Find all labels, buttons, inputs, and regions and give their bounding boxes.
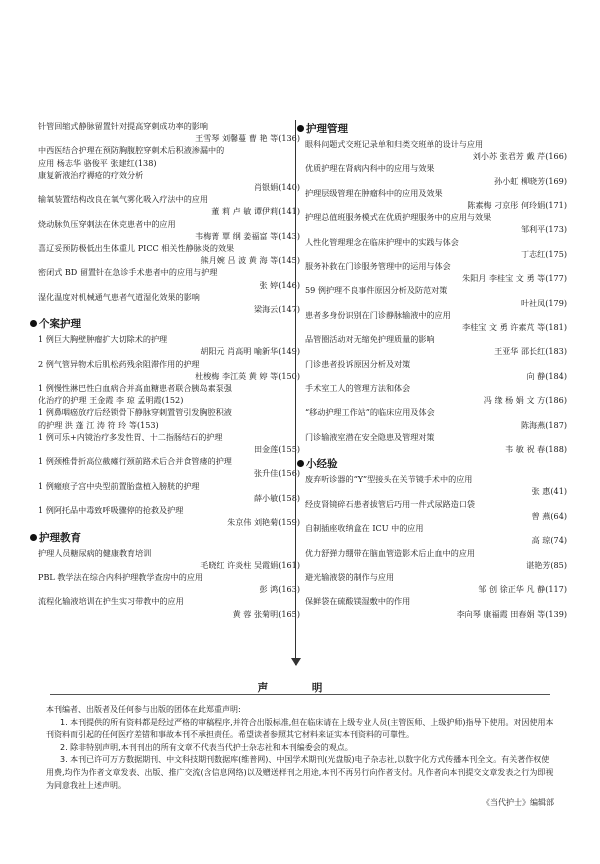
toc-entry-title: 优质护理在肾病内科中的应用与效果 — [305, 163, 435, 174]
toc-entry-authors: 张 惠(41) — [531, 486, 567, 497]
toc-entry — [305, 284, 567, 308]
toc-entry — [38, 218, 300, 242]
toc-entry-title: 喜辽妥预防极低出生体重儿 PICC 相关性静脉炎的效果 — [38, 243, 235, 254]
toc-entry-authors: 韦 敏 祝 春(188) — [505, 444, 567, 455]
toc-entry-authors: 薛小敏(158) — [253, 492, 300, 503]
toc-entry-title: 中西医结合护理在预防胸腹腔穿刺术后积液渗漏中的 — [38, 145, 225, 156]
toc-entry-title: 的护理 洪 蓬 江 涛 符 玲 等(153) — [38, 419, 159, 430]
toc-entry — [305, 358, 567, 382]
toc-entry — [305, 498, 567, 522]
toc-entry-authors: 胡阳元 肖高明 喻新华(149) — [200, 346, 300, 357]
toc-entry-title: 眼科问题式交班记录单和归类交班单的设计与应用 — [305, 139, 484, 149]
toc-entry-title: “移动护理工作站”的临床应用及体会 — [305, 407, 435, 418]
toc-entry — [305, 595, 567, 619]
toc-entry-authors: 高 琼(74) — [531, 535, 567, 546]
toc-entry — [305, 236, 567, 260]
notice-intro: 本刊编者、出版者及任何参与出版的团体在此郑重声明: — [46, 705, 241, 714]
toc-entry-authors: 王亚华 邵长红(183) — [494, 346, 567, 357]
section-heading-label: 个案护理 — [39, 318, 81, 331]
toc-entry-title: 1 例颈椎骨折高位截瘫行颈前路术后合并食管瘘的护理 — [38, 456, 232, 467]
toc-entry-title: 1 例可乐+内镜治疗多发性胃、十二指肠结石的护理 — [38, 431, 223, 442]
toc-entry — [38, 266, 300, 290]
toc-entry — [38, 394, 300, 406]
notice-divider — [50, 694, 550, 695]
toc-entry-authors: 黄 蓉 张菊明(165) — [232, 608, 300, 619]
toc-entry-authors: 李向琴 康福霞 田春娟 等(139) — [456, 608, 567, 619]
toc-entry — [305, 138, 567, 162]
toc-entry-title: 护理总值班服务模式在优质护理服务中的应用与效果 — [305, 212, 492, 223]
toc-entry-authors: 张升佳(156) — [253, 468, 300, 479]
section-heading — [297, 457, 567, 471]
toc-entry-authors: 谌艳芳(85) — [526, 559, 567, 570]
section-heading-label: 护理管理 — [306, 123, 348, 135]
toc-entry — [38, 358, 300, 382]
toc-section — [38, 531, 300, 620]
notice-item: 1. 本刊提供的所有资料都是经过严格的审稿程序,并符合出版标准,但在临床请在上级专业人员(主管医师、上级护师)指导下使用。对因使用本刊资料而引起的任何医疗差错和事故本刊不承担责任。希望读者参照其它材料来证实本刊资料的可靠性。 — [46, 717, 554, 740]
toc-entry-title: 废弃听诊器的“Y”型接头在关节镜手术中的应用 — [305, 474, 473, 485]
toc-entry — [38, 242, 300, 266]
toc-entry-authors: 熊月婉 吕 波 黄 海 等(145) — [200, 255, 300, 266]
toc-entry-title: 服务补救在门诊服务管理中的运用与体会 — [305, 261, 451, 272]
toc-entry-title: 人性化管理理念在临床护理中的实践与体会 — [305, 236, 459, 247]
toc-entry-title: 流程化输液培训在护生实习带教中的应用 — [38, 596, 184, 607]
toc-entry — [38, 144, 300, 156]
notice-body — [46, 704, 554, 810]
toc-entry-authors: 向 静(184) — [526, 370, 567, 381]
section-heading — [297, 122, 567, 136]
toc-entry-title: 烧动脉负压穿刺法在休克患者中的应用 — [38, 218, 176, 229]
toc-entry-authors: 叶社凤(179) — [520, 297, 567, 308]
toc-entry-authors: 曾 燕(64) — [531, 510, 567, 521]
toc-entry — [305, 473, 567, 497]
toc-entry-title: 经皮肾镜碎石患者拔管后巧用一件式尿路造口袋 — [305, 498, 475, 509]
notice-title: 声 明 — [257, 682, 343, 694]
toc-entry — [305, 522, 567, 546]
toc-section — [305, 122, 567, 455]
divider-arrow-icon — [291, 658, 301, 666]
toc-entry — [305, 547, 567, 571]
notice-item: 3. 本刊已许可万方数据期刊、中文科技期刊数据库(维普网)、中国学术期刊(光盘版)电子杂志社,以数字化方式传播本刊全文。有关著作权使用费,均作为作者文章发表、出版、推广交流(含信息网络)以及赠送样刊之用途,本刊不再另行向作者支付。凡作者向本刊提交文章发表之行为即视为同意我社上述声明。 — [46, 755, 554, 790]
toc-entry — [38, 595, 300, 619]
toc-entry-title: 1 例阿托品中毒致呼吸骤停的抢救及护理 — [38, 505, 184, 516]
toc-entry-title: PBL 教学法在综合内科护理教学查房中的应用 — [38, 571, 204, 582]
toc-entry-title: 化治疗的护理 王金霞 李 琼 孟明霞(152) — [38, 395, 184, 406]
toc-entry — [38, 169, 300, 193]
bullet-icon — [30, 320, 37, 327]
toc-entry — [38, 291, 300, 315]
toc-entry-authors: 毛晓红 许炎柱 吴霞娟(161) — [200, 559, 300, 570]
toc-entry — [38, 157, 300, 169]
toc-entry-title: 湿化温度对机械通气患者气道湿化效果的影响 — [38, 291, 200, 302]
left-column — [38, 120, 300, 620]
toc-entry-authors: 肖银娟(140) — [253, 182, 300, 193]
toc-entry — [305, 211, 567, 235]
toc-entry-authors: 冯 缘 杨 娟 文 方(186) — [483, 395, 567, 406]
toc-entry-authors: 董 莉 卢 敏 谭伊莉(141) — [211, 206, 300, 217]
toc-entry-title: 2 例气管异物术后肌松药残余阻滞作用的护理 — [38, 358, 200, 369]
toc-entry-title: 密闭式 BD 留置针在急诊手术患者中的应用与护理 — [38, 267, 218, 278]
toc-entry-authors: 陈海燕(187) — [520, 419, 567, 430]
section-heading-label: 护理教育 — [39, 531, 81, 544]
toc-entry-title: 59 例护理不良事件原因分析及防范对策 — [305, 285, 448, 296]
toc-entry-authors: 杜梭梅 李江英 黄 婷 等(150) — [195, 370, 300, 381]
toc-entry-title: 1 例瘢痕子宫中央型前置胎盘植入膀胱的护理 — [38, 480, 200, 491]
toc-entry — [38, 419, 300, 431]
toc-entry — [38, 333, 300, 357]
toc-entry — [305, 431, 567, 455]
toc-entry — [38, 431, 300, 455]
toc-entry-title: 优力舒弹力绷带在脑血管造影术后止血中的应用 — [305, 547, 475, 558]
toc-entry-title: 保鲜袋在硫酸镁湿敷中的作用 — [305, 596, 411, 607]
toc-entry-title: 患者多身份识别在门诊静脉输液中的应用 — [305, 309, 451, 320]
toc-entry-title: 自制插座收纳盒在 ICU 中的应用 — [305, 523, 424, 534]
toc-entry — [305, 406, 567, 430]
toc-entry-title: 品管圈活动对无缩免护理质量的影响 — [305, 334, 435, 345]
toc-entry — [38, 480, 300, 504]
right-column — [305, 120, 567, 620]
bullet-icon — [30, 534, 37, 541]
bullet-icon — [297, 460, 304, 467]
toc-entry-title: 输氧装置结构改良在氧气雾化吸入疗法中的应用 — [38, 194, 208, 205]
toc-entry-authors: 田金莲(155) — [253, 444, 300, 455]
notice-item: 2. 除非特别声明,本刊刊出的所有文章不代表当代护士杂志社和本刊编委会的观点。 — [60, 742, 353, 752]
toc-entry — [305, 571, 567, 595]
toc-entry-title: 应用 杨志华 骆俊平 张建红(138) — [38, 157, 157, 168]
toc-entry-title: 护理层级管理在肿瘤科中的应用及效果 — [305, 187, 443, 198]
toc-entry — [38, 504, 300, 528]
toc-entry — [305, 382, 567, 406]
toc-entry-authors: 王雪琴 刘馨蔓 曹 艳 等(136) — [195, 133, 300, 144]
column-divider — [295, 120, 296, 665]
toc-entry-authors: 朱阳月 李桂宝 文 勇 等(177) — [462, 273, 567, 284]
toc-section — [305, 457, 567, 619]
toc-entry-title: 护理人员糖尿病的健康教育培训 — [38, 547, 152, 558]
toc-entry — [38, 455, 300, 479]
toc-entry — [305, 333, 567, 357]
toc-entry-authors: 梁海云(147) — [253, 304, 300, 315]
section-heading — [30, 531, 300, 545]
toc-entry — [38, 382, 300, 394]
toc-entry-authors: 丁志红(175) — [520, 248, 567, 259]
toc-entry — [305, 309, 567, 333]
toc-entry — [38, 547, 300, 571]
toc-entry-authors: 彭 鸿(163) — [259, 584, 300, 595]
toc-entry-title: 门诊输液室潜在安全隐患及管理对策 — [305, 431, 435, 442]
toc-entry-title: 1 例慢性淋巴性白血病合并高血糖患者联合胰岛素泵强 — [38, 383, 232, 394]
toc-entry — [38, 193, 300, 217]
toc-entry-title: 1 例鼻咽癌放疗后经锁骨下静脉穿刺置管引发胸腔积液 — [38, 407, 232, 418]
toc-section — [38, 317, 300, 528]
toc-entry — [38, 571, 300, 595]
notice-signature: 《当代护士》编辑部 — [482, 798, 554, 808]
toc-entry-authors: 邹利平(173) — [520, 224, 567, 235]
toc-entry-title: 针管回缩式静脉留置针对提高穿刺成功率的影响 — [38, 121, 208, 131]
toc-entry-title: 手术室工人的管理方法和体会 — [305, 383, 411, 394]
toc-entry-authors: 李桂宝 文 勇 许素芃 等(181) — [462, 322, 567, 333]
section-heading — [30, 317, 300, 331]
toc-entry — [38, 406, 300, 418]
toc-entry — [305, 187, 567, 211]
toc-entry-title: 避光输液袋的制作与应用 — [305, 571, 395, 582]
toc-entry-authors: 张 婷(146) — [259, 279, 300, 290]
toc-entry — [305, 162, 567, 186]
toc-entry — [38, 120, 300, 144]
toc-entry-authors: 邹 创 徐正华 凡 静(117) — [478, 584, 567, 595]
toc-entry-authors: 朱京伟 刘艳菊(159) — [227, 517, 300, 528]
toc-entry-authors: 陈素梅 刁京彤 何玲娟(171) — [467, 200, 567, 211]
toc-entry-title: 1 例巨大胸壁肿瘤扩大切除术的护理 — [38, 334, 168, 345]
bullet-icon — [297, 125, 304, 132]
toc-entry-authors: 孙小虹 柳晓芳(169) — [494, 175, 567, 186]
toc-entry — [305, 260, 567, 284]
toc-entry-authors: 韦梅菁 覃 纲 姜福富 等(143) — [195, 230, 300, 241]
section-heading-label: 小经验 — [306, 458, 338, 471]
toc-entry-authors: 刘小苏 张君芳 戴 芹(166) — [472, 151, 567, 162]
toc-entry-title: 康复新液治疗褥疮的疗效分析 — [38, 169, 144, 180]
toc-entry-title: 门诊患者投诉原因分析及对策 — [305, 358, 411, 369]
